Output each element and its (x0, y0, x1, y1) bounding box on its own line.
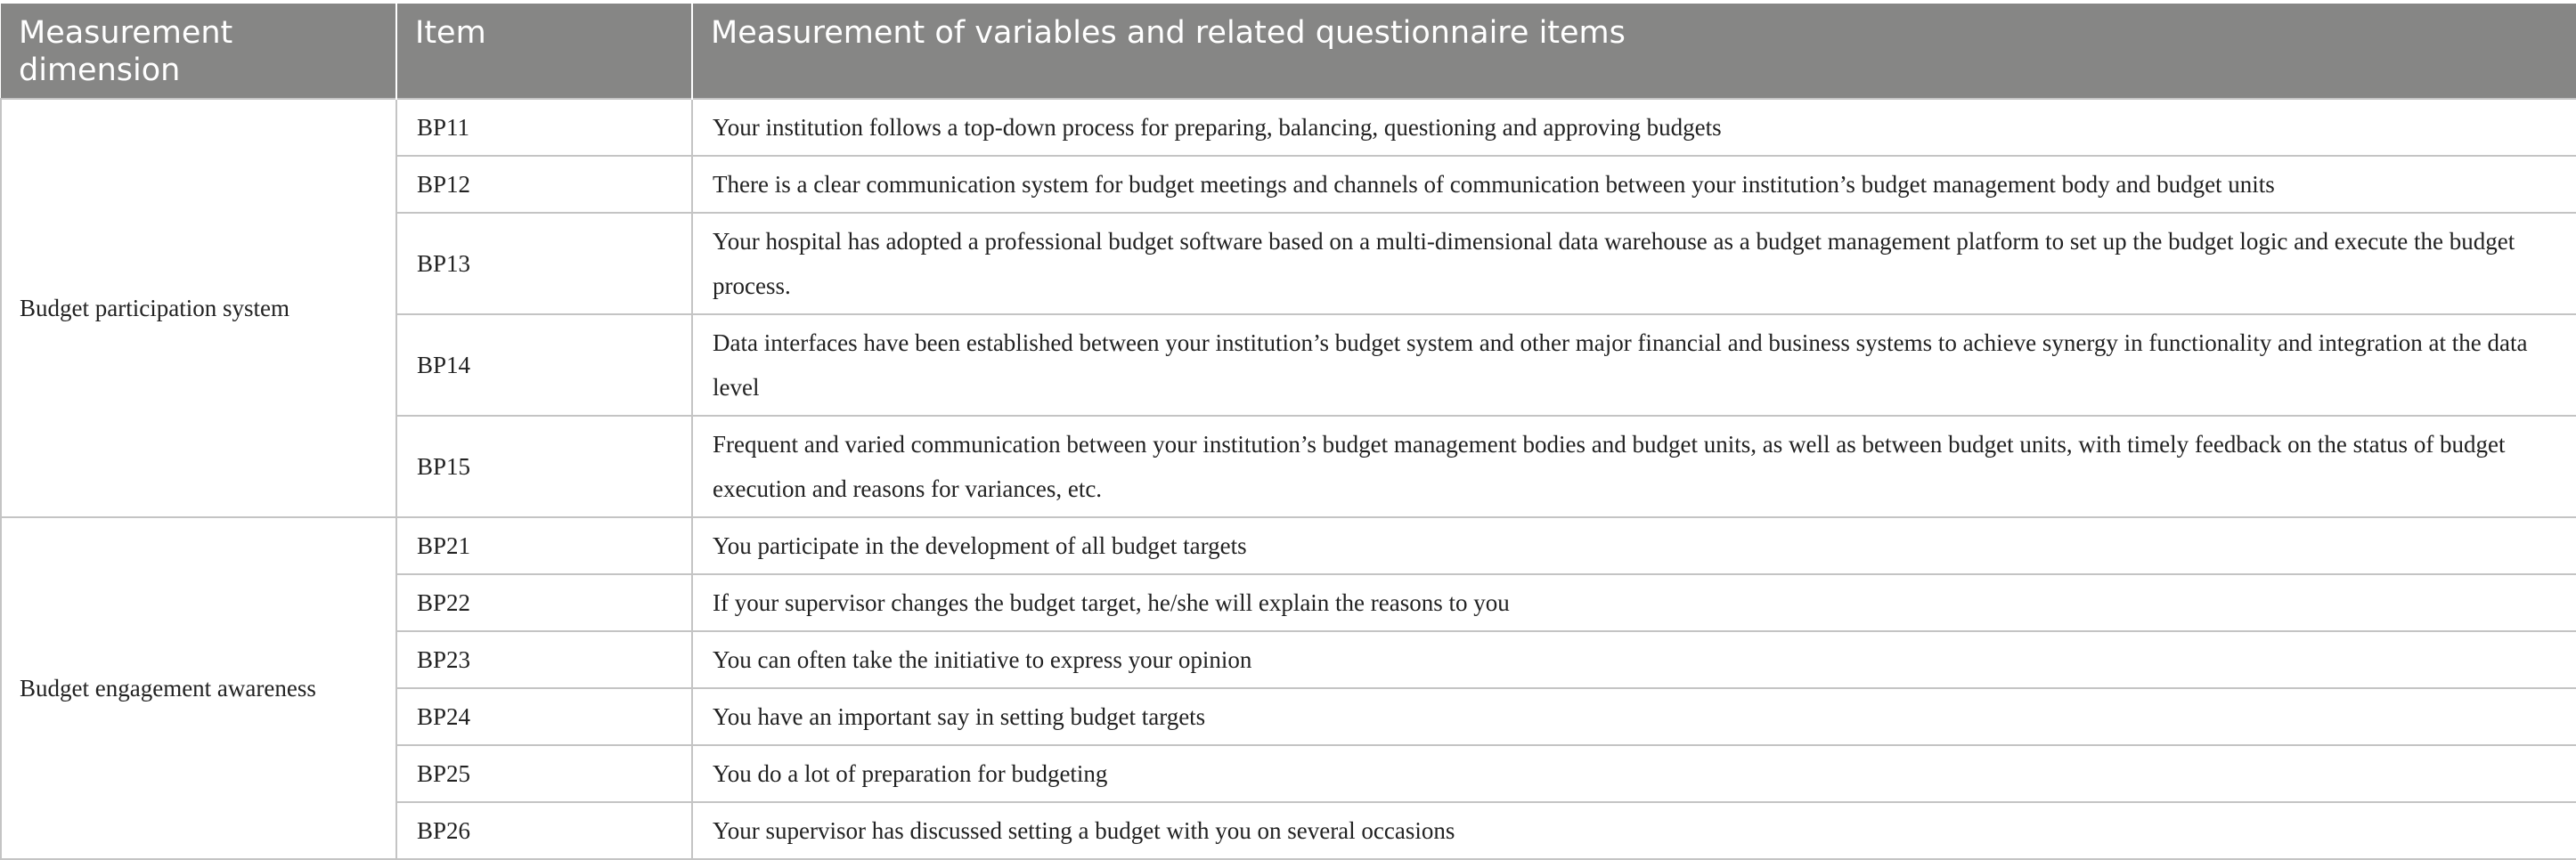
item-text-cell: Frequent and varied communication between your institution’s budget management bodies and budget units, as well as between budget units, with timely feedback on the status of budget execution and reasons for variances, etc. (692, 416, 2576, 517)
dimension-cell: Budget participation system (1, 99, 396, 517)
item-text-cell: You can often take the initiative to express your opinion (692, 631, 2576, 688)
table-container (0, 4, 2576, 844)
item-text-cell: Your hospital has adopted a professional budget software based on a multi-dimensional data warehouse as a budget management platform to set up the budget logic and execute the budget process. (692, 213, 2576, 314)
item-cell: BP12 (396, 156, 692, 213)
item-cell: BP26 (396, 802, 692, 859)
item-cell: BP23 (396, 631, 692, 688)
item-cell: BP22 (396, 574, 692, 631)
item-text-cell: If your supervisor changes the budget target, he/she will explain the reasons to you (692, 574, 2576, 631)
item-text-cell: Your institution follows a top-down process for preparing, balancing, questioning and approving budgets (692, 99, 2576, 156)
item-text-cell: You participate in the development of all budget targets (692, 517, 2576, 574)
item-cell: BP15 (396, 416, 692, 517)
item-cell: BP11 (396, 99, 692, 156)
item-text-cell: You do a lot of preparation for budgeting (692, 745, 2576, 802)
header-row (1, 4, 2576, 99)
table-row (1, 99, 2576, 156)
header-dimension: Measurement dimension (1, 4, 396, 99)
item-text-cell: Data interfaces have been established between your institution’s budget system and other major financial and business systems to achieve synergy in functionality and integration at the data level (692, 314, 2576, 416)
header-measurement: Measurement of variables and related questionnaire items (692, 4, 2576, 99)
item-text-cell: There is a clear communication system for budget meetings and channels of communication between your institution’s budget management body and budget units (692, 156, 2576, 213)
item-text-cell: You have an important say in setting budget targets (692, 688, 2576, 745)
item-cell: BP21 (396, 517, 692, 574)
dimension-cell: Budget engagement awareness (1, 517, 396, 859)
table-row (1, 517, 2576, 574)
item-text-cell: Your supervisor has discussed setting a budget with you on several occasions (692, 802, 2576, 859)
item-cell: BP24 (396, 688, 692, 745)
measurement-table (0, 4, 2576, 860)
item-cell: BP13 (396, 213, 692, 314)
item-cell: BP14 (396, 314, 692, 416)
item-cell: BP25 (396, 745, 692, 802)
header-item: Item (396, 4, 692, 99)
